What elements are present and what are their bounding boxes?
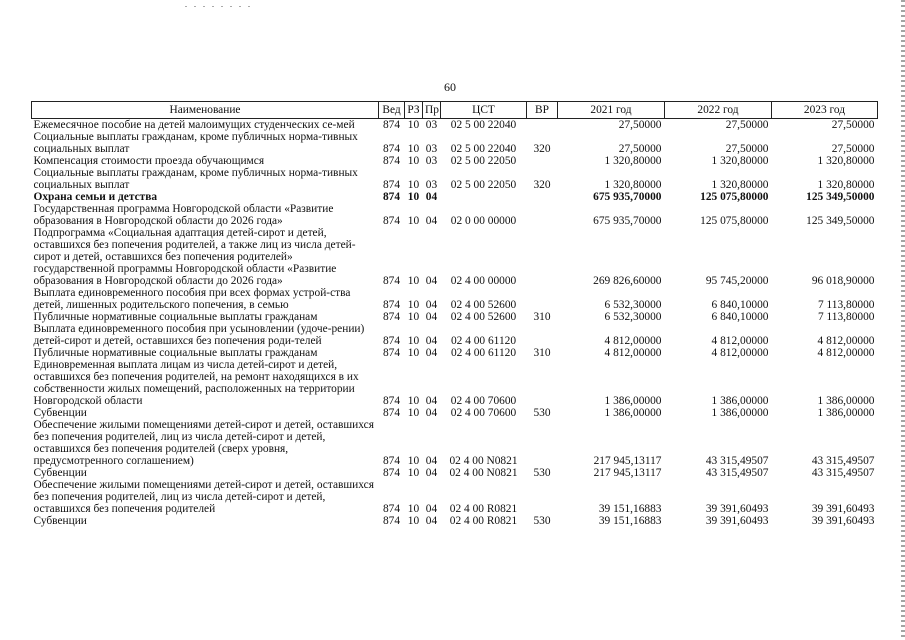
row-2023: 1 320,80000 — [817, 155, 875, 167]
row-rz: 10 — [407, 503, 420, 515]
row-ved: 874 — [382, 179, 401, 191]
row-2022: 125 075,80000 — [700, 191, 769, 203]
row-name: Подпрограмма «Социальная адаптация детей-сирот и детей, оставшихся без попечения родителей, а также лиц из числа детей-сирот и детей, оставшихся без попечения родителей» государственной программы Новгородской области «Развитие образования в Новгородской области до 2026 года» — [33, 227, 356, 287]
row-ved: 874 — [382, 515, 401, 527]
row-vr: 530 — [533, 515, 551, 527]
header-2022: 2022 год — [665, 102, 772, 119]
row-cst: 02 4 00 70600 — [450, 407, 517, 419]
row-rz: 10 — [407, 311, 420, 323]
row-2023: 27,50000 — [831, 119, 875, 131]
row-2022: 27,50000 — [725, 143, 769, 155]
row-vr: 530 — [533, 407, 551, 419]
row-cst: 02 4 00 52600 — [450, 311, 517, 323]
row-ved: 874 — [382, 299, 401, 311]
row-2022: 6 840,10000 — [711, 299, 769, 311]
row-pr: 04 — [425, 467, 438, 479]
row-ved: 874 — [382, 347, 401, 359]
row-rz: 10 — [407, 179, 420, 191]
table-row — [32, 407, 878, 419]
table-row — [32, 323, 878, 347]
row-ved: 874 — [382, 335, 401, 347]
row-rz: 10 — [407, 275, 420, 287]
row-2021: 675 935,70000 — [593, 215, 662, 227]
row-2022: 43 315,49507 — [705, 455, 769, 467]
table-row — [32, 119, 878, 132]
row-2023: 4 812,00000 — [817, 335, 875, 347]
row-cst: 02 4 00 61120 — [450, 347, 517, 359]
row-2021: 269 826,60000 — [593, 275, 662, 287]
row-2023: 39 391,60493 — [811, 515, 875, 527]
row-2022: 1 386,00000 — [711, 407, 769, 419]
row-pr: 04 — [425, 395, 438, 407]
row-ved: 874 — [382, 155, 401, 167]
row-rz: 10 — [407, 395, 420, 407]
row-2021: 1 386,00000 — [604, 395, 662, 407]
row-pr: 04 — [425, 407, 438, 419]
row-2022: 43 315,49507 — [705, 467, 769, 479]
row-ved: 874 — [382, 407, 401, 419]
page-number: 60 — [444, 80, 456, 94]
budget-table — [31, 101, 878, 527]
row-name: Выплата единовременного пособия при усыновлении (удоче-рении) детей-сирот и детей, оставшихся без попечения роди-телей — [33, 323, 365, 347]
row-pr: 03 — [425, 143, 438, 155]
row-name: Субвенции — [33, 515, 87, 527]
row-2021: 39 151,16883 — [598, 515, 662, 527]
row-rz: 10 — [407, 455, 420, 467]
row-name: Ежемесячное пособие на детей малоимущих студенческих се-мей — [33, 119, 355, 131]
row-pr: 04 — [425, 515, 438, 527]
row-cst: 02 4 00 61120 — [450, 335, 517, 347]
row-vr: 320 — [533, 179, 551, 191]
header-pr: Пр — [423, 102, 441, 119]
row-2022: 6 840,10000 — [711, 311, 769, 323]
row-name: Социальные выплаты гражданам, кроме публичных норма-тивных социальных выплат — [33, 131, 358, 155]
table-header-row — [32, 102, 878, 119]
table-row — [32, 515, 878, 527]
row-vr — [527, 191, 558, 203]
row-ved: 874 — [382, 215, 401, 227]
table-row — [32, 287, 878, 311]
row-vr — [527, 227, 558, 287]
row-2021: 4 812,00000 — [604, 347, 662, 359]
row-name: Компенсация стоимости проезда обучающимся — [33, 155, 265, 167]
row-pr: 04 — [425, 455, 438, 467]
row-2022: 1 320,80000 — [711, 179, 769, 191]
row-2022: 39 391,60493 — [705, 515, 769, 527]
row-2022: 95 745,20000 — [705, 275, 769, 287]
table-row — [32, 203, 878, 227]
row-2022: 27,50000 — [725, 119, 769, 131]
table-row — [32, 311, 878, 323]
row-cst: 02 4 00 N0821 — [449, 467, 518, 479]
row-2022: 125 075,80000 — [700, 215, 769, 227]
row-cst: 02 4 00 70600 — [450, 395, 517, 407]
row-pr: 03 — [425, 179, 438, 191]
table-row — [32, 191, 878, 203]
row-2023: 1 320,80000 — [817, 179, 875, 191]
row-cst: 02 4 00 N0821 — [449, 455, 518, 467]
row-ved: 874 — [382, 191, 401, 203]
row-rz: 10 — [407, 335, 420, 347]
header-2023: 2023 год — [772, 102, 878, 119]
scan-edge — [901, 0, 905, 640]
row-2021: 217 945,13117 — [593, 467, 662, 479]
row-vr: 310 — [533, 311, 551, 323]
row-2021: 6 532,30000 — [604, 311, 662, 323]
row-vr — [527, 287, 558, 311]
row-2023: 7 113,80000 — [817, 311, 875, 323]
row-pr: 04 — [425, 275, 438, 287]
row-name: Охрана семьи и детства — [33, 191, 158, 203]
row-2021: 217 945,13117 — [593, 455, 662, 467]
row-2021: 1 386,00000 — [604, 407, 662, 419]
row-pr: 04 — [425, 335, 438, 347]
row-2022: 4 812,00000 — [711, 335, 769, 347]
row-vr — [527, 419, 558, 467]
row-rz: 10 — [407, 155, 420, 167]
row-ved: 874 — [382, 143, 401, 155]
row-vr — [527, 359, 558, 407]
row-name: Единовременная выплата лицам из числа детей-сирот и детей, оставшихся без попечения родителей, на ремонт находящихся в их собственности жилых помещений, расположенных на территории Новгородской области — [33, 359, 359, 407]
row-2021: 1 320,80000 — [604, 179, 662, 191]
row-pr: 04 — [425, 503, 438, 515]
header-name: Наименование — [32, 102, 379, 119]
row-2023: 4 812,00000 — [817, 347, 875, 359]
row-cst: 02 4 00 R0821 — [449, 503, 518, 515]
header-vr: ВР — [527, 102, 558, 119]
row-2023: 43 315,49507 — [811, 455, 875, 467]
row-rz: 10 — [407, 299, 420, 311]
row-pr: 04 — [425, 299, 438, 311]
row-name: Обеспечение жилыми помещениями детей-сирот и детей, оставшихся без попечения родителей, лиц из числа детей-сирот и детей, оставшихся без попечения родителей (сверх уровня, предусмотренного соглашением) — [33, 419, 374, 467]
row-name: Обеспечение жилыми помещениями детей-сирот и детей, оставшихся без попечения родителей, лиц из числа детей-сирот и детей, оставшихся без попечения родителей — [33, 479, 374, 515]
row-rz: 10 — [407, 347, 420, 359]
row-vr — [527, 203, 558, 227]
row-rz: 10 — [407, 119, 420, 131]
row-name: Публичные нормативные социальные выплаты гражданам — [33, 311, 318, 323]
row-cst: 02 4 00 52600 — [450, 299, 517, 311]
table-row — [32, 479, 878, 515]
row-2021: 27,50000 — [618, 119, 662, 131]
row-vr: 310 — [533, 347, 551, 359]
row-name: Государственная программа Новгородской области «Развитие образования в Новгородской области до 2026 года» — [33, 203, 334, 227]
row-2021: 1 320,80000 — [604, 155, 662, 167]
row-cst: 02 5 00 22040 — [450, 119, 517, 131]
row-ved: 874 — [382, 275, 401, 287]
header-rz: РЗ — [405, 102, 423, 119]
row-rz: 10 — [407, 515, 420, 527]
row-2021: 39 151,16883 — [598, 503, 662, 515]
row-2023: 125 349,50000 — [806, 215, 875, 227]
row-pr: 03 — [425, 155, 438, 167]
row-name: Выплата единовременного пособия при всех формах устрой-ства детей, лишенных родительского попечения, в семью — [33, 287, 351, 311]
row-ved: 874 — [382, 311, 401, 323]
row-2021: 6 532,30000 — [604, 299, 662, 311]
row-2022: 39 391,60493 — [705, 503, 769, 515]
row-cst: 02 4 00 R0821 — [449, 515, 518, 527]
row-rz: 10 — [407, 191, 420, 203]
table-row — [32, 347, 878, 359]
row-2023: 96 018,90000 — [811, 275, 875, 287]
row-2021: 675 935,70000 — [593, 191, 662, 203]
row-vr — [527, 323, 558, 347]
row-vr: 530 — [533, 467, 551, 479]
row-cst: 02 0 00 00000 — [450, 215, 517, 227]
row-pr: 04 — [425, 311, 438, 323]
row-cst: 02 5 00 22040 — [450, 143, 517, 155]
row-vr — [527, 155, 558, 167]
row-ved: 874 — [382, 119, 401, 131]
row-pr: 03 — [425, 119, 438, 131]
row-ved: 874 — [382, 467, 401, 479]
row-vr: 320 — [533, 143, 551, 155]
row-rz: 10 — [407, 143, 420, 155]
table-row — [32, 227, 878, 287]
row-name: Социальные выплаты гражданам, кроме публичных норма-тивных социальных выплат — [33, 167, 358, 191]
row-2023: 1 386,00000 — [817, 407, 875, 419]
row-2023: 39 391,60493 — [811, 503, 875, 515]
row-2021: 27,50000 — [618, 143, 662, 155]
header-cst: ЦСТ — [441, 102, 527, 119]
row-2021: 4 812,00000 — [604, 335, 662, 347]
row-cst: 02 5 00 22050 — [450, 155, 517, 167]
row-cst — [441, 191, 527, 203]
table-row — [32, 359, 878, 407]
row-rz: 10 — [407, 407, 420, 419]
row-ved: 874 — [382, 395, 401, 407]
row-ved: 874 — [382, 503, 401, 515]
row-2022: 1 386,00000 — [711, 395, 769, 407]
row-2023: 125 349,50000 — [806, 191, 875, 203]
row-vr — [527, 479, 558, 515]
row-pr: 04 — [425, 215, 438, 227]
row-name: Публичные нормативные социальные выплаты гражданам — [33, 347, 318, 359]
row-pr: 04 — [425, 347, 438, 359]
row-cst: 02 4 00 00000 — [450, 275, 517, 287]
row-name: Субвенции — [33, 407, 87, 419]
scan-artifact — [185, 6, 255, 7]
table-row — [32, 167, 878, 191]
table-row — [32, 131, 878, 155]
row-2023: 43 315,49507 — [811, 467, 875, 479]
row-vr — [527, 119, 558, 132]
row-cst: 02 5 00 22050 — [450, 179, 517, 191]
table-row — [32, 155, 878, 167]
header-ved: Вед — [379, 102, 405, 119]
header-2021: 2021 год — [558, 102, 665, 119]
row-pr: 04 — [425, 191, 438, 203]
row-ved: 874 — [382, 455, 401, 467]
row-2022: 4 812,00000 — [711, 347, 769, 359]
row-2023: 7 113,80000 — [817, 299, 875, 311]
row-rz: 10 — [407, 215, 420, 227]
table-row — [32, 467, 878, 479]
row-2023: 1 386,00000 — [817, 395, 875, 407]
row-2022: 1 320,80000 — [711, 155, 769, 167]
row-rz: 10 — [407, 467, 420, 479]
row-name: Субвенции — [33, 467, 87, 479]
table-row — [32, 419, 878, 467]
row-2023: 27,50000 — [831, 143, 875, 155]
